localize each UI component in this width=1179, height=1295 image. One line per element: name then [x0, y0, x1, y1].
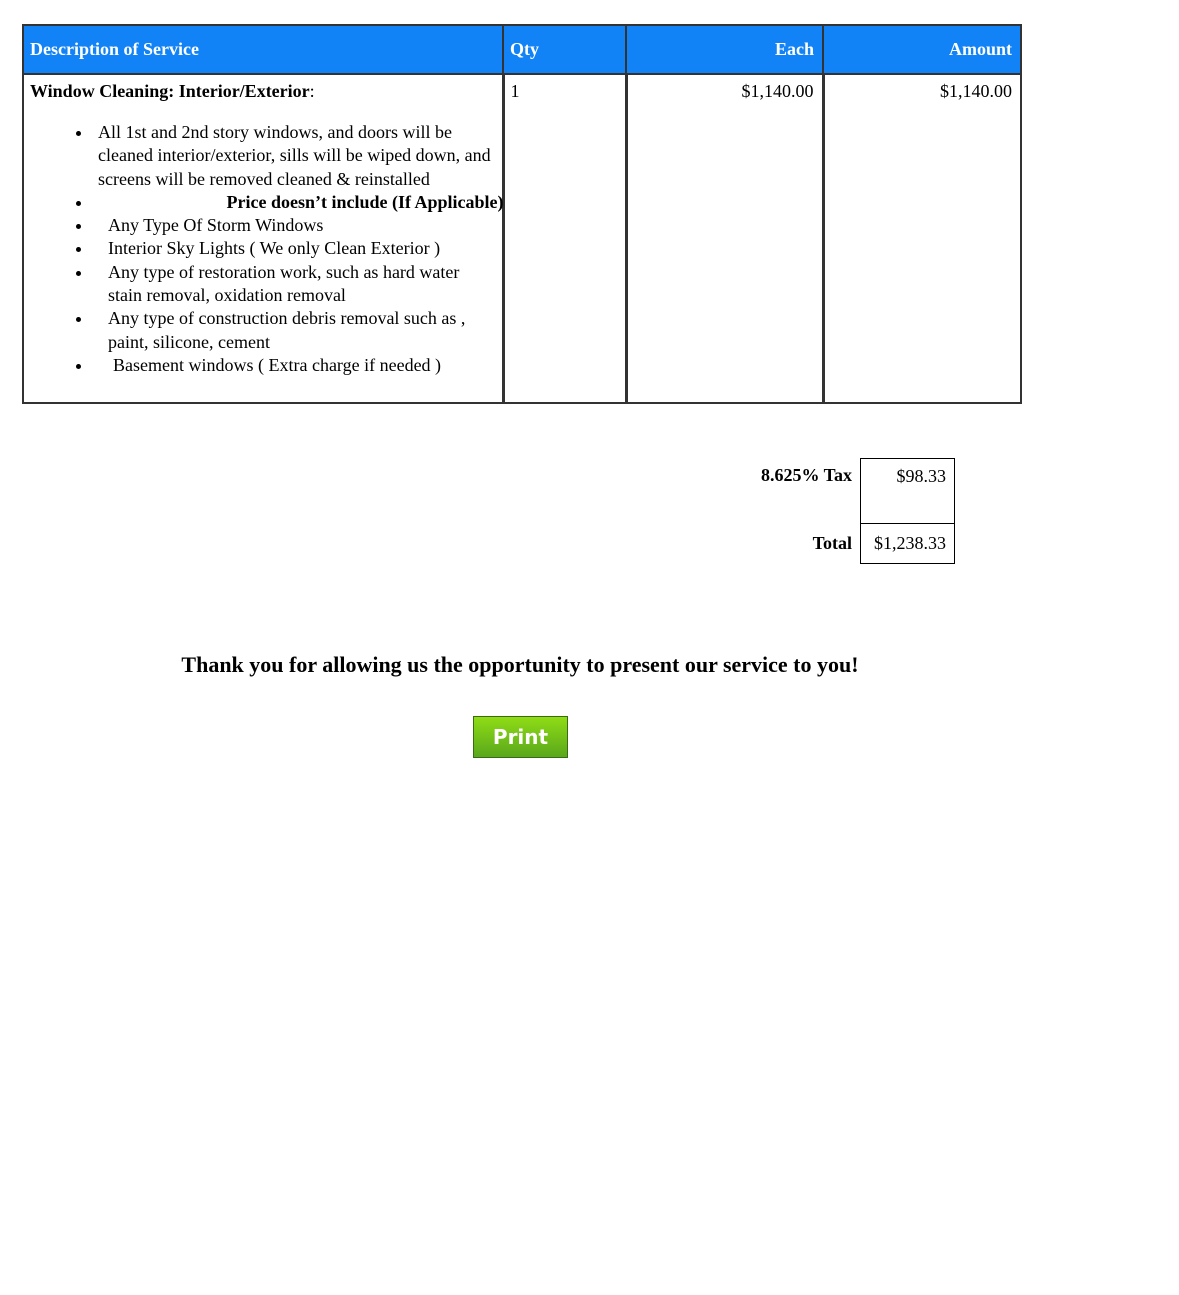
service-title-suffix: :	[309, 81, 315, 101]
table-header-row	[23, 25, 1021, 74]
each-cell: $1,140.00	[626, 74, 823, 403]
total-value: $1,238.33	[861, 524, 955, 564]
thank-you-message: Thank you for allowing us the opportunity to present our service to you!	[181, 652, 859, 677]
tax-row	[760, 459, 955, 524]
list-item: • Basement windows ( Extra charge if needed )	[93, 354, 494, 377]
list-item: • All 1st and 2nd story windows, and doors will be cleaned interior/exterior, sills will be wiped down, and screens will be removed cleaned & reinstalled	[93, 121, 494, 191]
print-button[interactable]: Print	[473, 716, 568, 758]
list-item: • Interior Sky Lights ( We only Clean Exterior )	[93, 237, 494, 260]
tax-label: 8.625% Tax	[761, 464, 853, 485]
list-item: • Price doesn’t include (If Applicable)	[93, 191, 504, 214]
table-row	[23, 74, 1021, 403]
header-amount: Amount	[823, 25, 1021, 74]
header-description: Description of Service	[23, 25, 503, 74]
tax-value: $98.33	[861, 459, 955, 524]
qty-cell: 1	[503, 74, 626, 403]
header-each: Each	[626, 25, 823, 74]
service-table	[22, 24, 1022, 404]
service-details-list	[30, 121, 504, 377]
service-title: Window Cleaning: Interior/Exterior	[30, 81, 310, 101]
total-row	[760, 524, 955, 564]
service-description-cell	[23, 74, 503, 403]
total-label: Total	[812, 533, 853, 553]
list-item: • Any Type Of Storm Windows	[93, 214, 494, 237]
amount-cell: $1,140.00	[823, 74, 1021, 403]
list-item: • Any type of restoration work, such as hard water stain removal, oxidation removal	[93, 261, 494, 308]
header-qty: Qty	[503, 25, 626, 74]
totals-table	[760, 458, 955, 564]
list-item: • Any type of construction debris removal such as , paint, silicone, cement	[93, 307, 494, 354]
